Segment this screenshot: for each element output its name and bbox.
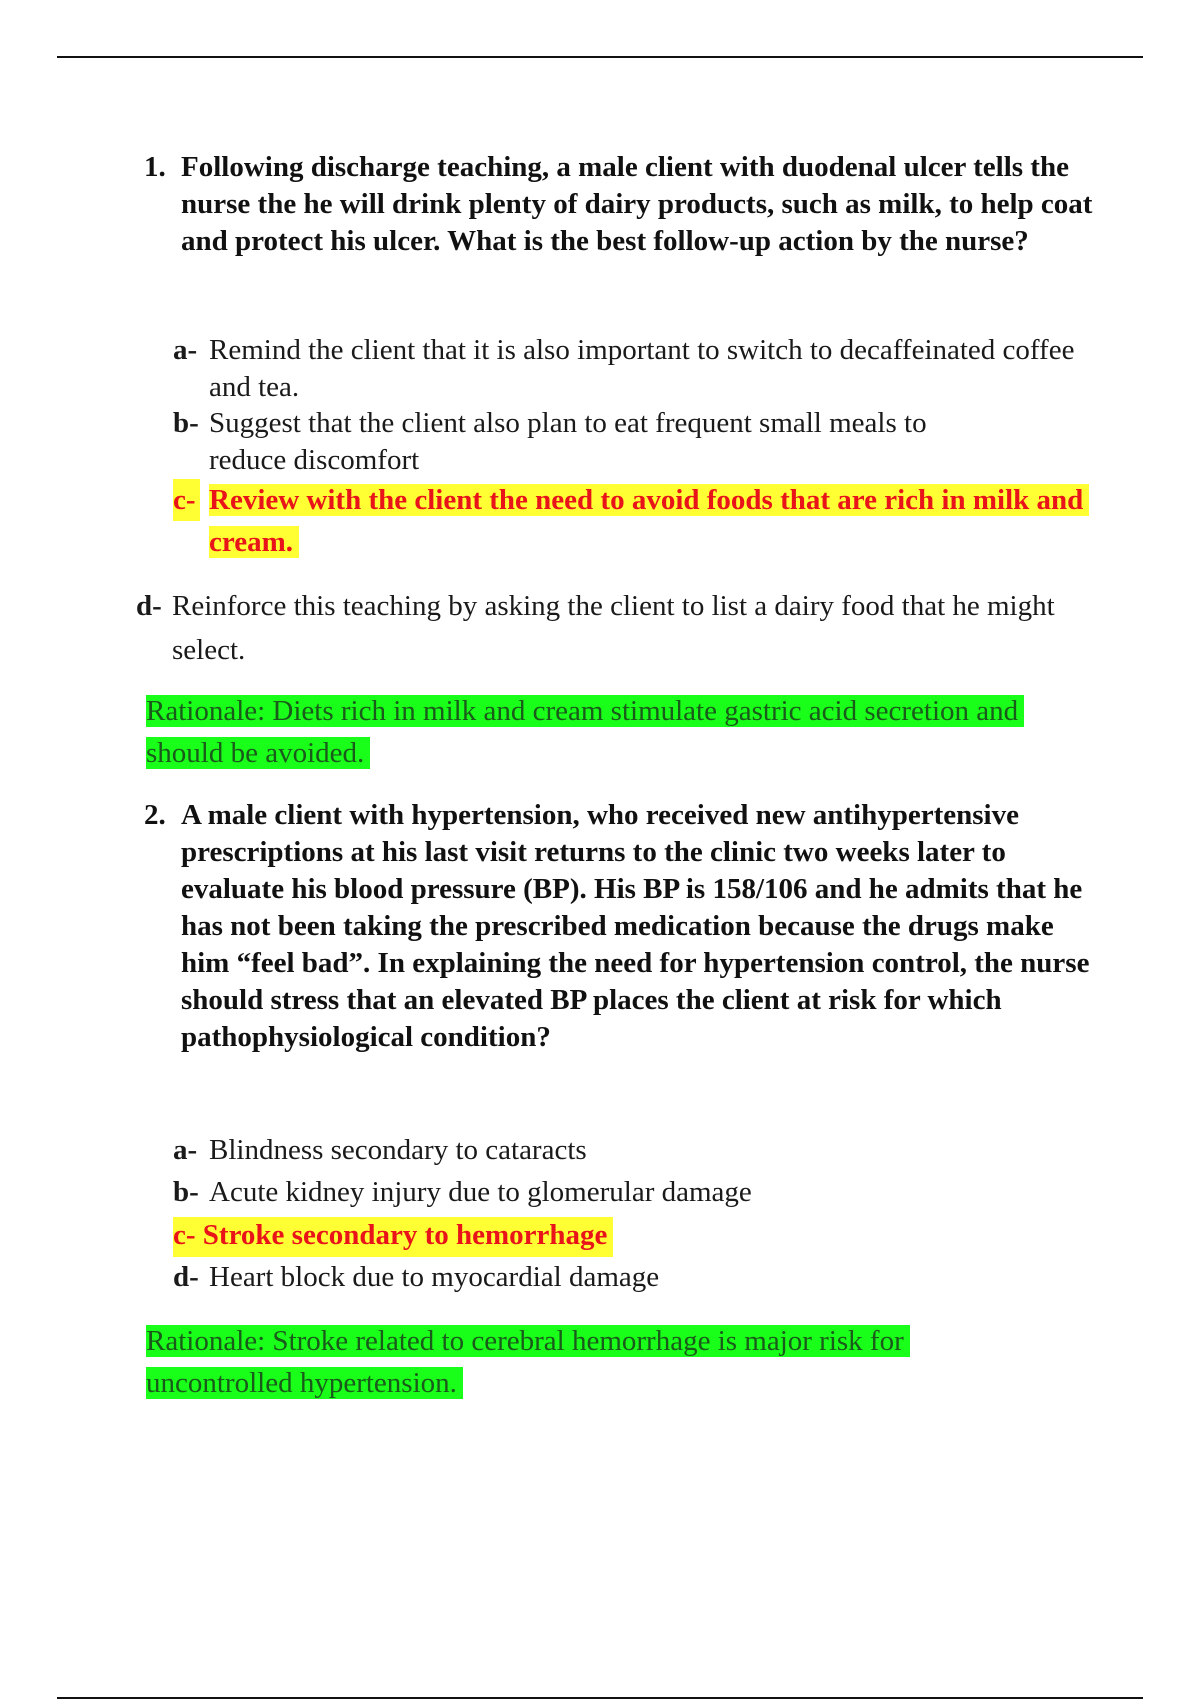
correct-answer-text: Review with the client the need to avoid foods that are rich in milk and cream. [209,484,1089,558]
question-1 [144,149,1104,299]
option-letter: c- [173,479,200,521]
question-number: 2. [144,799,166,831]
option-letter: b- [173,1176,199,1208]
correct-answer-highlight [173,1217,613,1257]
option-text: Blindness secondary to cataracts [209,1134,587,1166]
bottom-rule [57,1697,1143,1699]
q2-rationale [146,1320,1006,1404]
question-number: 1. [144,151,166,183]
correct-answer-text: Stroke secondary to hemorrhage [202,1219,608,1251]
question-text: Following discharge teaching, a male client with duodenal ulcer tells the nurse the he will drink plenty of dairy products, such as milk, to help coat and protect his ulcer. What is the best follow-up action by the nurse? [181,151,1093,257]
option-letter: a- [173,334,198,366]
rationale-text: Rationale: Stroke related to cerebral hemorrhage is major risk for uncontrolled hypertension. [146,1325,910,1399]
question-2 [144,797,1104,1097]
q1-rationale [146,690,1096,774]
question-text: A male client with hypertension, who received new antihypertensive prescriptions at his last visit returns to the clinic two weeks later to evaluate his blood pressure (BP). His BP is 158/106 and he admits that he has not been taking the prescribed medication because the drugs make him “feel bad”. In explaining the need for hypertension control, the nurse should stress that an elevated BP places the client at risk for which pathophysiological condition? [181,799,1090,1053]
option-text: Suggest that the client also plan to eat frequent small meals to reduce discomfort [209,407,927,476]
option-letter: b- [173,407,199,439]
option-letter: d- [136,590,162,622]
option-letter: d- [173,1261,199,1293]
top-rule [57,56,1143,58]
rationale-text: Rationale: Diets rich in milk and cream stimulate gastric acid secretion and should be avoided. [146,695,1024,769]
option-text [209,479,1089,563]
option-letter: c- [173,1219,196,1251]
option-text: Remind the client that it is also important to switch to decaffeinated coffee and tea. [209,334,1075,403]
option-letter: a- [173,1134,198,1166]
option-text: Heart block due to myocardial damage [209,1261,660,1293]
option-text: Reinforce this teaching by asking the client to list a dairy food that he might select. [172,590,1055,666]
option-text: Acute kidney injury due to glomerular damage [209,1176,752,1208]
